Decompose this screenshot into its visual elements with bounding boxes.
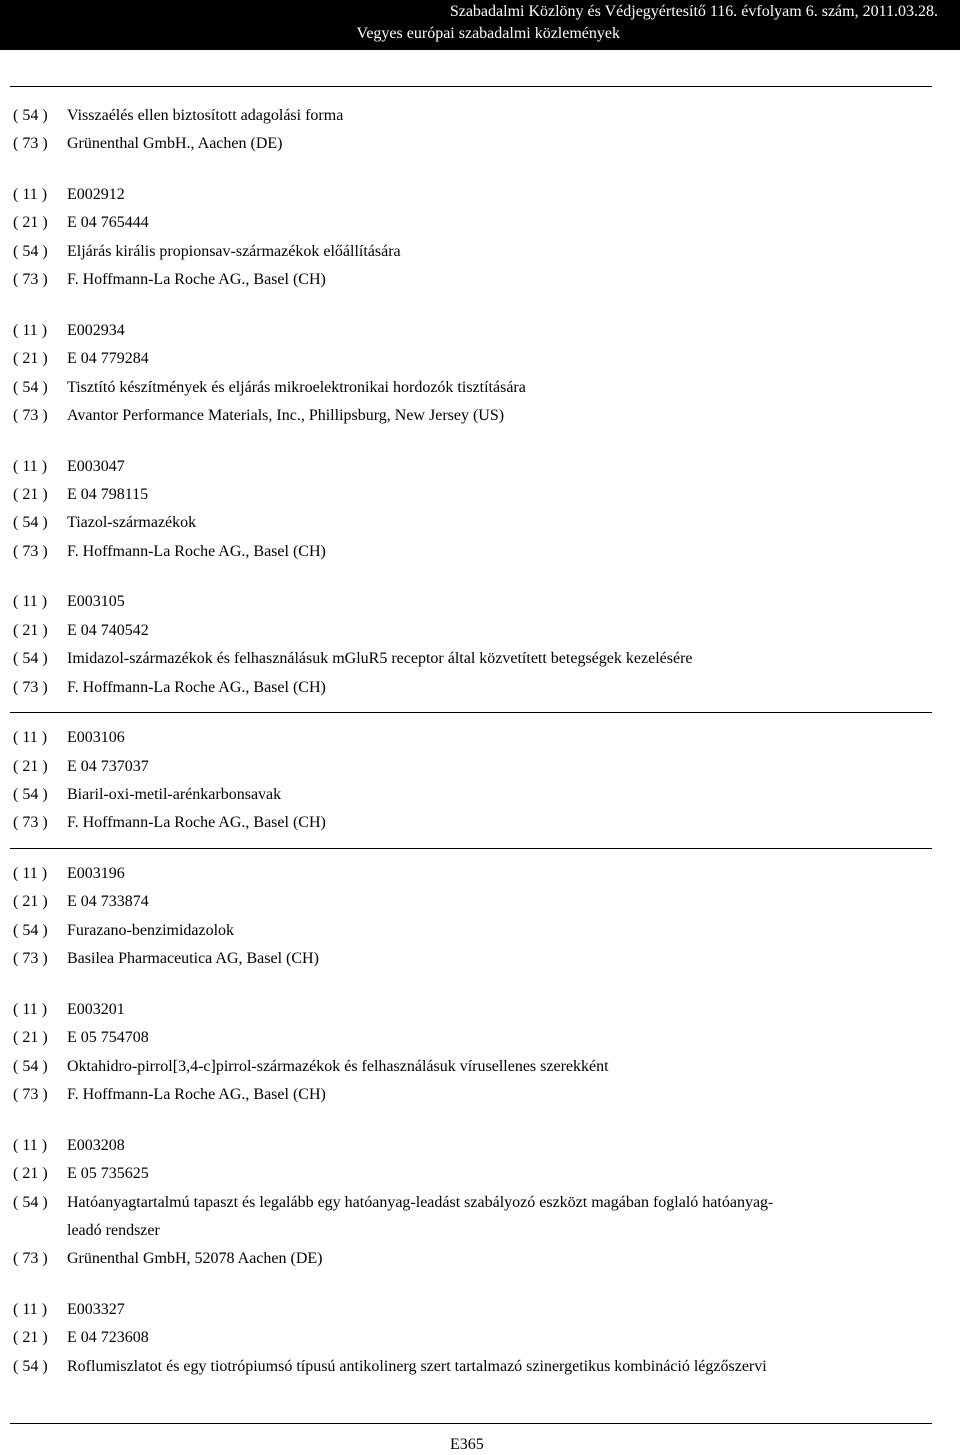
field-value: E003196	[67, 865, 125, 883]
inid-code: ( 21 )	[13, 350, 48, 368]
inid-code: ( 73 )	[13, 271, 48, 289]
inid-code: ( 11 )	[13, 1300, 48, 1318]
inid-code: ( 73 )	[13, 542, 48, 560]
inid-code: ( 73 )	[13, 1250, 48, 1268]
field-row	[13, 538, 933, 566]
patent-entry	[13, 102, 933, 159]
patent-entry	[13, 181, 933, 295]
field-row	[13, 917, 933, 945]
divider	[10, 86, 932, 87]
field-row	[13, 238, 933, 266]
field-row	[13, 317, 933, 345]
field-row	[13, 588, 933, 616]
field-value: Hatóanyagtartalmú tapaszt és legalább egy hatóanyag-leadást szabályozó eszközt magában foglaló hatóanyag-leadó rendszer	[67, 1193, 774, 1239]
field-value: E 04 733874	[67, 893, 149, 911]
inid-code: ( 21 )	[13, 893, 48, 911]
field-value: Basilea Pharmaceutica AG, Basel (CH)	[67, 950, 319, 968]
field-row	[13, 724, 933, 752]
field-value: E 04 737037	[67, 757, 149, 775]
inid-code: ( 11 )	[13, 1000, 48, 1018]
field-row	[13, 781, 933, 809]
inid-code: ( 54 )	[13, 1193, 48, 1211]
field-value: E003201	[67, 1000, 125, 1018]
field-row	[13, 1245, 933, 1273]
page-header	[0, 0, 960, 50]
field-row	[13, 1296, 933, 1324]
inid-code: ( 73 )	[13, 814, 48, 832]
inid-code: ( 21 )	[13, 486, 48, 504]
patent-entry	[13, 1132, 933, 1274]
field-value: E 05 754708	[67, 1029, 149, 1047]
field-row	[13, 181, 933, 209]
field-row	[13, 266, 933, 294]
field-value: F. Hoffmann-La Roche AG., Basel (CH)	[67, 1086, 326, 1104]
inid-code: ( 11 )	[13, 729, 48, 747]
field-row	[13, 617, 933, 645]
field-row	[13, 374, 933, 402]
field-row	[13, 209, 933, 237]
field-row	[13, 1353, 933, 1381]
field-value: Furazano-benzimidazolok	[67, 921, 235, 939]
field-value: E002934	[67, 321, 125, 339]
field-value: E 04 723608	[67, 1329, 149, 1347]
field-value: E003327	[67, 1300, 125, 1318]
field-value: E003105	[67, 593, 125, 611]
patent-entry	[13, 1296, 933, 1381]
page-number: E365	[450, 1436, 484, 1453]
field-value: F. Hoffmann-La Roche AG., Basel (CH)	[67, 542, 326, 560]
field-row	[13, 1053, 933, 1081]
section-title: Vegyes európai szabadalmi közlemények	[356, 25, 620, 42]
inid-code: ( 54 )	[13, 921, 48, 939]
patent-entry	[13, 724, 933, 838]
field-value: E 04 740542	[67, 621, 149, 639]
field-row	[13, 888, 933, 916]
inid-code: ( 73 )	[13, 407, 48, 425]
patent-entry	[13, 317, 933, 431]
journal-title: Szabadalmi Közlöny és Védjegyértesítő 116. évfolyam 6. szám, 2011.03.28.	[449, 3, 938, 20]
inid-code: ( 54 )	[13, 1057, 48, 1075]
field-row	[13, 860, 933, 888]
field-row	[13, 345, 933, 373]
field-row	[13, 1081, 933, 1109]
inid-code: ( 11 )	[13, 321, 48, 339]
inid-code: ( 21 )	[13, 757, 48, 775]
inid-code: ( 54 )	[13, 378, 48, 396]
field-value: Grünenthal GmbH, 52078 Aachen (DE)	[67, 1250, 323, 1268]
field-row	[13, 996, 933, 1024]
patent-entry	[13, 996, 933, 1110]
field-value: Grünenthal GmbH., Aachen (DE)	[67, 135, 283, 153]
field-value: E003208	[67, 1136, 125, 1154]
field-row	[13, 1324, 933, 1352]
field-row	[13, 753, 933, 781]
field-row	[13, 481, 933, 509]
inid-code: ( 73 )	[13, 1086, 48, 1104]
inid-code: ( 54 )	[13, 107, 48, 124]
field-row	[13, 645, 933, 673]
inid-code: ( 54 )	[13, 1357, 48, 1375]
field-row	[13, 674, 933, 702]
field-value: F. Hoffmann-La Roche AG., Basel (CH)	[67, 678, 326, 696]
field-value: Visszaélés ellen biztosított adagolási forma	[67, 107, 344, 124]
field-row	[13, 509, 933, 537]
field-value: E 04 779284	[67, 350, 149, 368]
field-row	[13, 1189, 933, 1246]
field-row	[13, 402, 933, 430]
inid-code: ( 73 )	[13, 950, 48, 968]
field-value: Eljárás királis propionsav-származékok előállítására	[67, 242, 401, 260]
inid-code: ( 73 )	[13, 135, 48, 153]
field-row	[13, 453, 933, 481]
field-value: Oktahidro-pirrol[3,4-c]pirrol-származékok és felhasználásuk vírusellenes szerekként	[67, 1057, 609, 1075]
inid-code: ( 11 )	[13, 593, 48, 611]
field-row	[13, 1160, 933, 1188]
field-value: Avantor Performance Materials, Inc., Phillipsburg, New Jersey (US)	[67, 407, 505, 425]
inid-code: ( 21 )	[13, 1165, 48, 1183]
patent-entry	[13, 860, 933, 974]
divider	[10, 1423, 932, 1424]
field-value: Tiazol-származékok	[67, 514, 197, 532]
field-value: E 05 735625	[67, 1165, 149, 1183]
field-value: Roflumiszlatot és egy tiotrópiumsó típusú antikolinerg szert tartalmazó szinergetikus kombináció légzőszervi	[67, 1357, 767, 1375]
field-row	[13, 1024, 933, 1052]
inid-code: ( 54 )	[13, 650, 48, 668]
field-value: Biaril-oxi-metil-arénkarbonsavak	[67, 786, 282, 804]
field-value: Tisztító készítmények és eljárás mikroelektronikai hordozók tisztítására	[67, 378, 526, 396]
inid-code: ( 11 )	[13, 186, 48, 203]
field-value: E003047	[67, 457, 125, 475]
inid-code: ( 54 )	[13, 786, 48, 804]
field-value: E 04 765444	[67, 214, 149, 232]
field-row	[13, 945, 933, 973]
inid-code: ( 21 )	[13, 621, 48, 639]
field-value: F. Hoffmann-La Roche AG., Basel (CH)	[67, 271, 326, 289]
patent-entry	[13, 453, 933, 567]
inid-code: ( 54 )	[13, 242, 48, 260]
inid-code: ( 21 )	[13, 214, 48, 232]
patent-entry	[13, 588, 933, 702]
field-row	[13, 809, 933, 837]
inid-code: ( 54 )	[13, 514, 48, 532]
inid-code: ( 11 )	[13, 1136, 48, 1154]
field-value: Imidazol-származékok és felhasználásuk mGluR5 receptor által közvetített betegségek kezelésére	[67, 650, 693, 668]
field-row	[13, 1132, 933, 1160]
field-value: E003106	[67, 729, 125, 747]
inid-code: ( 11 )	[13, 457, 48, 475]
field-value: E 04 798115	[67, 486, 149, 504]
inid-code: ( 11 )	[13, 865, 48, 883]
field-row	[13, 102, 933, 130]
patent-entries	[13, 102, 933, 1381]
field-value: F. Hoffmann-La Roche AG., Basel (CH)	[67, 814, 326, 832]
field-value: E002912	[67, 186, 125, 203]
inid-code: ( 73 )	[13, 678, 48, 696]
inid-code: ( 21 )	[13, 1029, 48, 1047]
inid-code: ( 21 )	[13, 1329, 48, 1347]
field-row	[13, 130, 933, 158]
